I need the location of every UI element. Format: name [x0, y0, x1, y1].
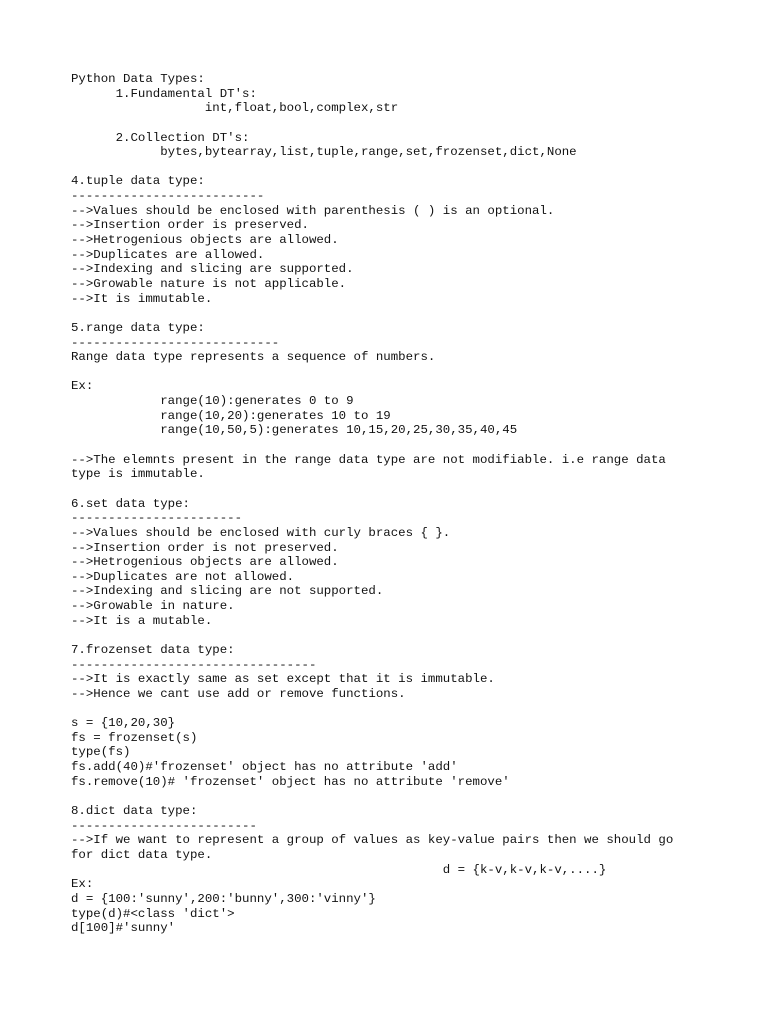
bullet-line: -->It is immutable.: [71, 291, 213, 306]
fundamental-types: int,float,bool,complex,str: [71, 101, 399, 116]
code-line: range(10):generates 0 to 9: [71, 394, 354, 409]
list-item-collection: 2.Collection DT's:: [71, 130, 250, 145]
doc-title: Python Data Types:: [71, 72, 205, 86]
divider: -----------------------: [71, 511, 243, 526]
paragraph-line: Range data type represents a sequence of numbers.: [71, 350, 436, 365]
syntax-line: d = {k-v,k-v,k-v,....}: [71, 862, 607, 877]
blank-line: [71, 116, 711, 131]
example-label: Ex:: [71, 379, 94, 394]
section-heading-range: 5.range data type:: [71, 320, 205, 335]
blank-line: [71, 306, 711, 321]
bullet-line: -->Growable in nature.: [71, 599, 235, 614]
blank-line: [71, 702, 711, 717]
bullet-line: -->Insertion order is not preserved.: [71, 540, 339, 555]
code-line: fs.remove(10)# 'frozenset' object has no attribute 'remove': [71, 774, 510, 789]
divider: ---------------------------------: [71, 657, 317, 672]
code-line: fs = frozenset(s): [71, 730, 198, 745]
collection-types: bytes,bytearray,list,tuple,range,set,frozenset,dict,None: [71, 145, 577, 160]
bullet-line: -->Indexing and slicing are not supported.: [71, 584, 384, 599]
code-line: d = {100:'sunny',200:'bunny',300:'vinny'}: [71, 891, 376, 906]
code-line: d[100]#'sunny': [71, 921, 176, 936]
code-line: range(10,50,5):generates 10,15,20,25,30,35,40,45: [71, 423, 518, 438]
section-heading-set: 6.set data type:: [71, 496, 190, 511]
code-line: s = {10,20,30}: [71, 716, 176, 731]
bullet-line: -->Insertion order is preserved.: [71, 218, 309, 233]
section-heading-dict: 8.dict data type:: [71, 804, 198, 819]
section-heading-frozenset: 7.frozenset data type:: [71, 642, 235, 657]
blank-line: [71, 789, 711, 804]
paragraph-line: for dict data type.: [71, 847, 213, 862]
divider: -------------------------: [71, 818, 257, 833]
bullet-line: -->Hetrogenious objects are allowed.: [71, 555, 339, 570]
blank-line: [71, 365, 711, 380]
bullet-line: -->Hence we cant use add or remove functions.: [71, 686, 406, 701]
blank-line: [71, 628, 711, 643]
divider: ----------------------------: [71, 335, 280, 350]
bullet-line: -->Growable nature is not applicable.: [71, 276, 347, 291]
bullet-line: -->Duplicates are not allowed.: [71, 569, 295, 584]
bullet-line: -->It is exactly same as set except that it is immutable.: [71, 672, 495, 687]
bullet-line: -->If we want to represent a group of values as key-value pairs then we should go: [71, 833, 674, 848]
paragraph-line: type is immutable.: [71, 467, 205, 482]
divider: --------------------------: [71, 189, 265, 204]
bullet-line: -->Values should be enclosed with curly braces { }.: [71, 525, 451, 540]
bullet-line: -->It is a mutable.: [71, 613, 213, 628]
blank-line: [71, 160, 711, 175]
blank-line: [71, 438, 711, 453]
code-line: fs.add(40)#'frozenset' object has no attribute 'add': [71, 760, 458, 775]
bullet-line: -->Indexing and slicing are supported.: [71, 262, 354, 277]
bullet-line: -->Hetrogenious objects are allowed.: [71, 233, 339, 248]
blank-line: [71, 482, 711, 497]
section-heading-tuple: 4.tuple data type:: [71, 174, 205, 189]
document-page: [71, 72, 711, 936]
code-line: type(fs): [71, 745, 131, 760]
bullet-line: -->The elemnts present in the range data type are not modifiable. i.e range data: [71, 452, 666, 467]
list-item-fundamental: 1.Fundamental DT's:: [71, 86, 257, 101]
bullet-line: -->Duplicates are allowed.: [71, 247, 265, 262]
example-label: Ex:: [71, 877, 94, 892]
code-line: range(10,20):generates 10 to 19: [71, 408, 391, 423]
bullet-line: -->Values should be enclosed with parenthesis ( ) is an optional.: [71, 203, 555, 218]
code-line: type(d)#<class 'dict'>: [71, 906, 235, 921]
